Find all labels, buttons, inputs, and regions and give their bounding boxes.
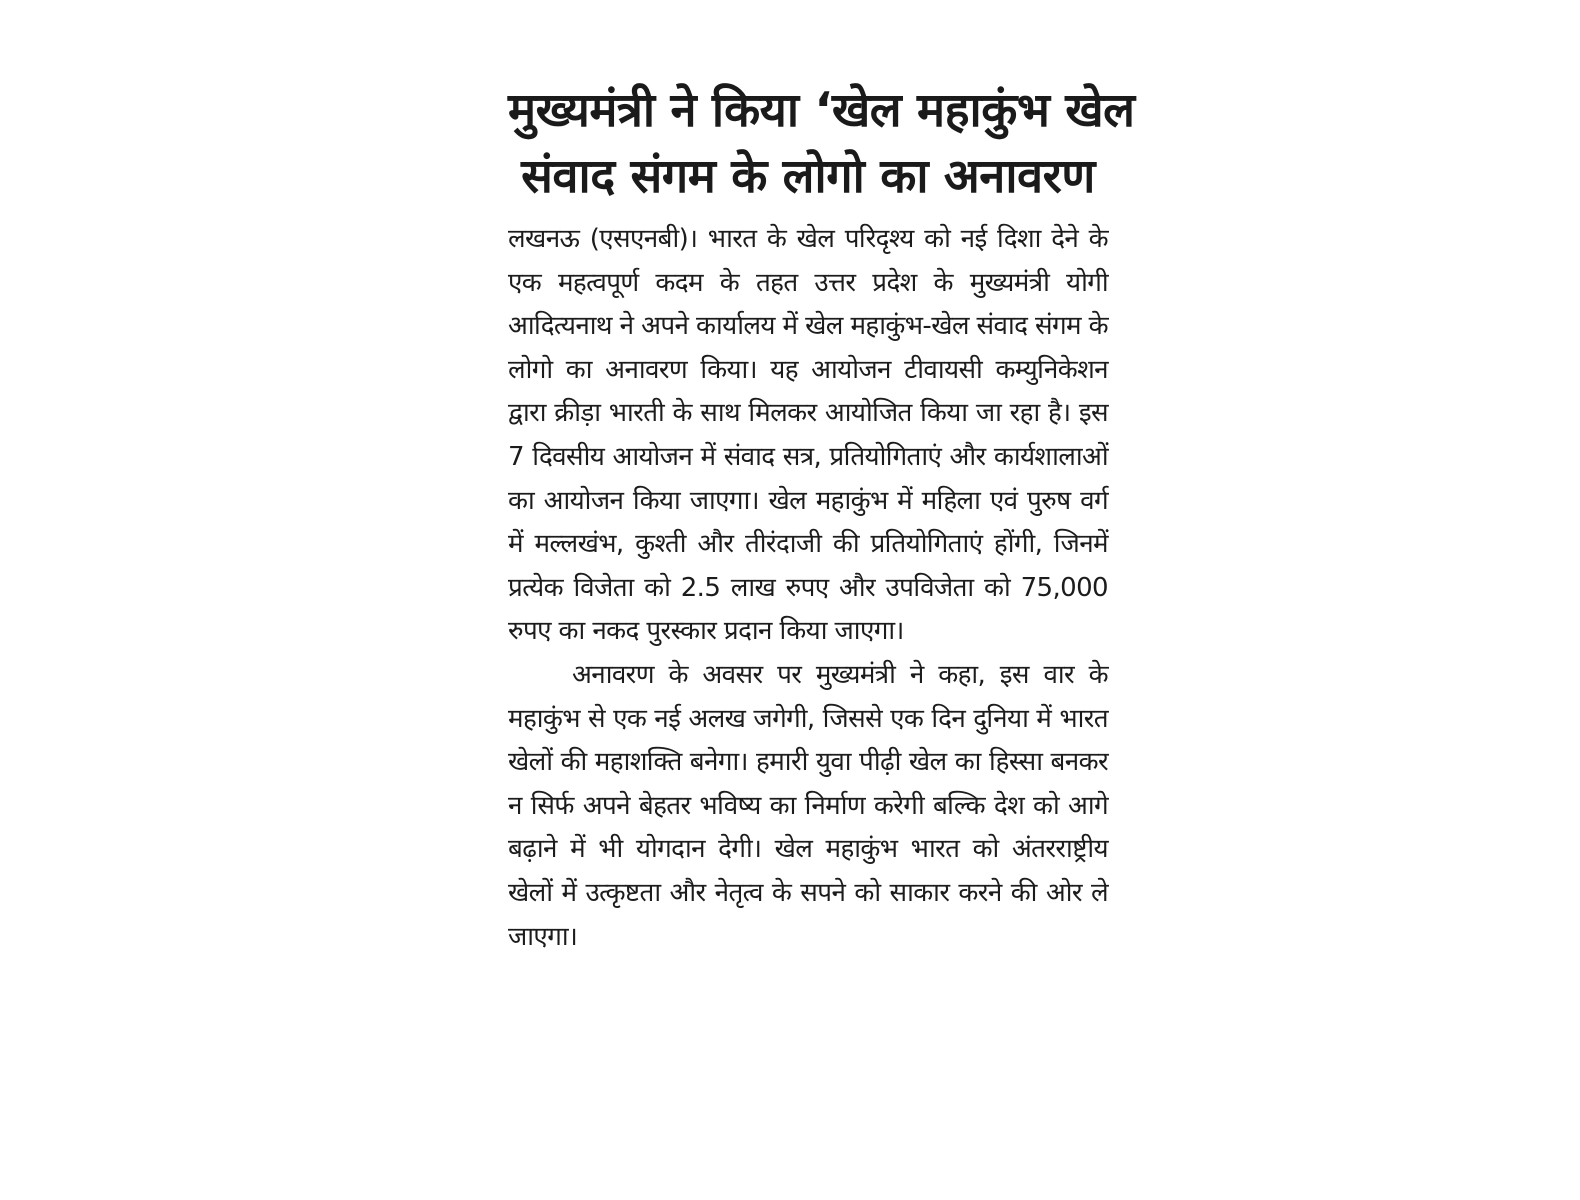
article-headline	[508, 78, 1135, 210]
article-paragraph-1: लखनऊ (एसएनबी)। भारत के खेल परिदृश्य को नई दिशा देने के एक महत्वपूर्ण कदम के तहत उत्तर प्रदेश के मुख्यमंत्री योगी आदित्यनाथ ने अपने कार्यालय में खेल महाकुंभ-खेल संवाद संगम के लोगो का अनावरण किया। यह आयोजन टीवायसी कम्युनिकेशन द्वारा क्रीड़ा भारती के साथ मिलकर आयोजित किया जा रहा है। इस 7 दिवसीय आयोजन में संवाद सत्र, प्रतियोगिताएं और कार्यशालाओं का आयोजन किया जाएगा। खेल महाकुंभ में महिला एवं पुरुष वर्ग में मल्लखंभ, कुश्ती और तीरंदाजी की प्रतियोगिताएं होंगी, जिनमें प्रत्येक विजेता को 2.5 लाख रुपए और उपविजेता को 75,000 रुपए का नकद पुरस्कार प्रदान किया जाएगा।	[508, 224, 1108, 647]
article-paragraph-2: अनावरण के अवसर पर मुख्यमंत्री ने कहा, इस वार के महाकुंभ से एक नई अलख जगेगी, जिससे एक दिन दुनिया में भारत खेलों की महाशक्ति बनेगा। हमारी युवा पीढ़ी खेल का हिस्सा बनकर न सिर्फ अपने बेहतर भविष्य का निर्माण करेगी बल्कि देश को आगे बढ़ाने में भी योगदान देगी। खेल महाकुंभ भारत को अंतरराष्ट्रीय खेलों में उत्कृष्टता और नेतृत्व के सपने को साकार करने की ओर ले जाएगा।	[508, 659, 1108, 952]
headline-line-1: मुख्यमंत्री ने किया ‘खेल महाकुंभ खेल	[508, 83, 1135, 138]
news-clipping	[508, 78, 1135, 959]
headline-line-2: संवाद संगम के लोगो का अनावरण	[521, 149, 1095, 204]
